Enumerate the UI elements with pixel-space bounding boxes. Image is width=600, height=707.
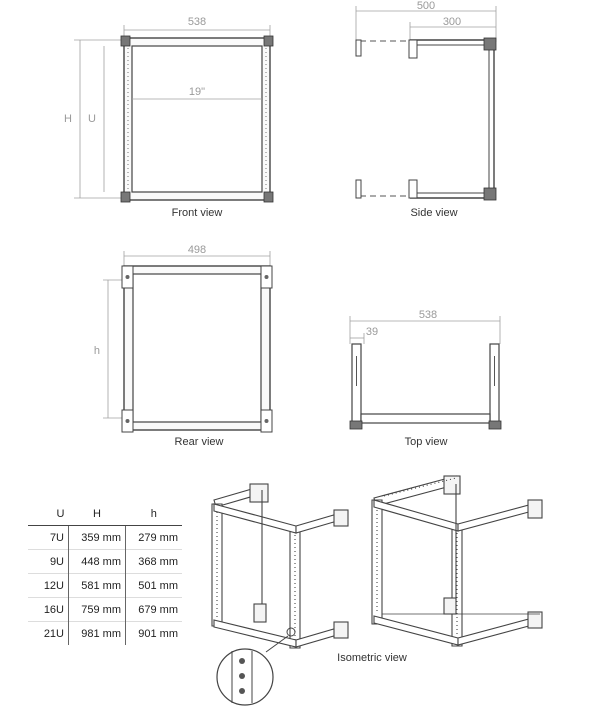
table-cell: 359 mm	[69, 526, 126, 550]
front-u-label: U	[88, 113, 96, 125]
table-cell: 368 mm	[126, 550, 183, 574]
table-cell: 981 mm	[69, 622, 126, 646]
top-view-caption: Top view	[404, 436, 448, 448]
table-cell: 279 mm	[138, 531, 178, 544]
table-cell: 21U	[28, 622, 69, 646]
front-inner-label: 19"	[188, 86, 206, 98]
table-row	[28, 598, 182, 622]
table-header-h-lower: h	[126, 502, 183, 526]
rear-h-label: h	[93, 345, 100, 357]
isometric-view-left	[212, 484, 348, 648]
table-row	[28, 622, 182, 646]
table-cell: 9U	[28, 550, 69, 574]
dimensions-table	[28, 502, 182, 645]
isometric-view-caption: Isometric view	[337, 652, 407, 664]
side-view	[356, 0, 496, 219]
table-row	[28, 550, 182, 574]
table-cell: 501 mm	[126, 574, 183, 598]
front-width-label: 538	[187, 16, 207, 28]
table-cell: 901 mm	[126, 622, 183, 646]
rear-view	[94, 244, 272, 448]
top-offset-label: 39	[365, 326, 379, 338]
rear-frame-inner	[133, 274, 261, 422]
table-row	[28, 574, 182, 598]
table-header-h-upper: H	[69, 502, 126, 526]
table-header-row	[28, 502, 182, 526]
table-cell: 581 mm	[69, 574, 126, 598]
table-cell: 679 mm	[126, 598, 183, 622]
isometric-view-right	[372, 476, 542, 646]
front-h-label: H	[64, 113, 72, 125]
rear-width-label: 498	[187, 244, 207, 256]
rear-view-caption: Rear view	[174, 436, 224, 448]
top-view	[350, 309, 501, 448]
table-cell: 448 mm	[69, 550, 126, 574]
table-cell: 16U	[28, 598, 69, 622]
top-width-label: 538	[418, 309, 438, 321]
side-total-label: 500	[416, 0, 436, 12]
side-view-caption: Side view	[410, 207, 458, 219]
table-cell: 7U	[28, 526, 69, 550]
front-frame-inner	[132, 46, 262, 192]
detail-callout	[217, 628, 295, 705]
side-part-label: 300	[442, 16, 462, 28]
table-cell: 759 mm	[69, 598, 126, 622]
table-header-u: U	[28, 502, 69, 526]
front-view-caption: Front view	[171, 207, 223, 219]
table-cell: 12U	[28, 574, 69, 598]
front-view	[64, 16, 273, 219]
table-row	[28, 526, 182, 550]
